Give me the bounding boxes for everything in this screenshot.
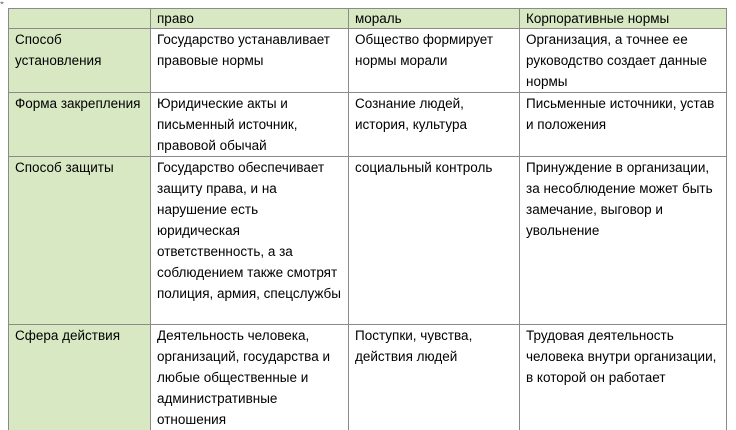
table-row — [9, 157, 727, 325]
header-cell-law: право — [151, 9, 349, 29]
row-label: Способ защиты — [9, 157, 151, 325]
table-cell: Сознание людей, история, культура — [349, 93, 520, 157]
table-row — [9, 93, 727, 157]
comparison-table — [8, 8, 727, 430]
row-label: Форма закрепления — [9, 93, 151, 157]
row-label: Способ установления — [9, 29, 151, 93]
table-row — [9, 325, 727, 430]
header-row — [9, 9, 727, 29]
header-cell-corporate-norms: Корпоративные нормы — [520, 9, 727, 29]
table-cell: Принуждение в организации, за несоблюдение может быть замечание, выговор и увольнение — [520, 157, 727, 325]
table-cell: Трудовая деятельность человека внутри организации, в которой он работает — [520, 325, 727, 430]
table-cell: Письменные источники, устав и положения — [520, 93, 727, 157]
table-row — [9, 29, 727, 93]
table-cell: Юридические акты и письменный источник, правовой обычай — [151, 93, 349, 157]
table-cell: Государство устанавливает правовые нормы — [151, 29, 349, 93]
table-cell: Общество формирует нормы морали — [349, 29, 520, 93]
header-cell-empty — [9, 9, 151, 29]
table-anchor-icon: ⌖ — [0, 0, 4, 7]
table-cell: Деятельность человека, организаций, государства и любые общественные и административные отношения — [151, 325, 349, 430]
table-cell: Государство обеспечивает защиту права, и на нарушение есть юридическая ответственность, а за соблюдением также смотрят полиция, армия, спецслужбы — [151, 157, 349, 325]
header-cell-morality: мораль — [349, 9, 520, 29]
table-cell: Организация, а точнее ее руководство создает данные нормы — [520, 29, 727, 93]
table-cell: социальный контроль — [349, 157, 520, 325]
row-label: Сфера действия — [9, 325, 151, 430]
table-cell: Поступки, чувства, действия людей — [349, 325, 520, 430]
